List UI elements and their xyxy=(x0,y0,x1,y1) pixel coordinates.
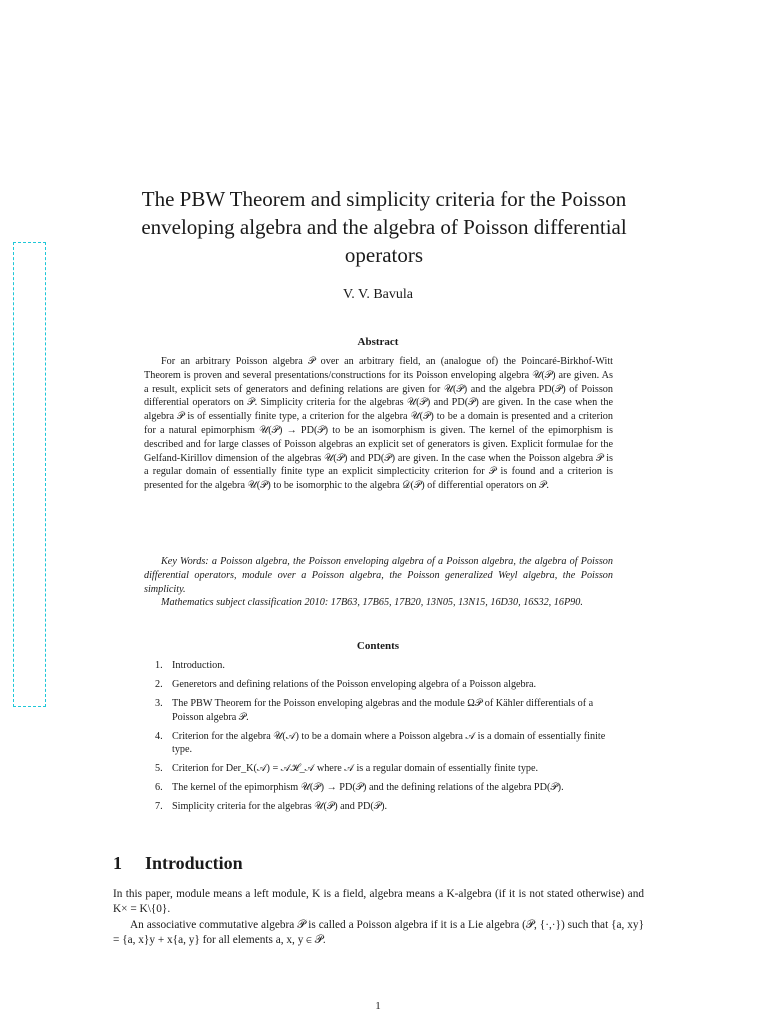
toc-number: 2. xyxy=(155,678,163,690)
msc-classification: Mathematics subject classification 2010: 17B63, 17B65, 17B20, 13N05, 13N15, 16D30, 16S32, 16P90. xyxy=(161,597,583,609)
paper-title: The PBW Theorem and simplicity criteria for the Poisson enveloping algebra and the algebra of Poisson differential operators xyxy=(141,187,627,267)
toc-text: Criterion for Der_K(𝒜) = 𝒜ℋ_𝒜 where 𝒜 is a regular domain of essentially finite type. xyxy=(172,763,539,775)
toc-text: Simplicity criteria for the algebras 𝒰(𝒫) and PD(𝒫). xyxy=(172,801,388,813)
toc-number: 7. xyxy=(155,801,163,813)
toc-number: 5. xyxy=(155,763,163,775)
toc-number: 6. xyxy=(155,782,163,794)
intro-paragraph: In this paper, module means a left module, K is a field, algebra means a K-algebra (if it is not stated otherwise) and K× = K\{0}. xyxy=(113,888,644,916)
table-of-contents xyxy=(155,659,613,819)
introduction-body xyxy=(113,887,644,949)
toc-item xyxy=(155,781,613,795)
toc-item xyxy=(155,800,613,814)
abstract-heading: Abstract xyxy=(357,336,399,348)
toc-item xyxy=(155,730,613,757)
arxiv-identifier-stamp xyxy=(13,242,46,707)
page-number: 1 xyxy=(375,1000,381,1012)
toc-text: Introduction. xyxy=(172,660,225,671)
toc-item xyxy=(155,697,613,724)
toc-text: The PBW Theorem for the Poisson enveloping algebras and the module Ω𝒫 of Kähler differentials of a Poisson algebra 𝒫. xyxy=(172,697,594,723)
toc-number: 3. xyxy=(155,697,163,709)
section-number: 1 xyxy=(113,853,122,873)
intro-paragraph: An associative commutative algebra 𝒫 is called a Poisson algebra if it is a Lie algebra (𝒫, {·,·}) such that {a, xy} = {a, x}y + x{a, y} for all elements a, x, y ∈ 𝒫. xyxy=(113,918,644,947)
abstract-text: For an arbitrary Poisson algebra 𝒫 over an arbitrary field, an (analogue of) the Poincaré-Birkhof-Witt Theorem is proven and several presentations/constructions for its Poisson enveloping algebra 𝒰(𝒫) are given. As a result, explicit sets of generators and defining relations are given for 𝒰(𝒫) and the algebra PD(𝒫) of Poisson differential operators on 𝒫. Simplicity criteria for the algebras 𝒰(𝒫) and PD(𝒫) are given. In the case when the algebra 𝒫 is of essentially finite type, a criterion for the algebra 𝒰(𝒫) to be a domain is presented and a criterion for a natural epimorphism 𝒰(𝒫) → PD(𝒫) to be an isomorphism is given. The kernel of the epimorphism is described and for large classes of Poisson algebras an explicit set of generators is given. Explicit formulae for the Gelfand-Kirillov dimension of the algebras 𝒰(𝒫) and PD(𝒫) are given. In the case when the Poisson algebra 𝒫 is a regular domain of essentially finite type an explicit simplecticity criterion for 𝒫 is found and a criterion is presented for the algebra 𝒰(𝒫) to be isomorphic to the algebra 𝒟(𝒫) of differential operators on 𝒫. xyxy=(144,356,613,492)
toc-number: 1. xyxy=(155,660,163,671)
toc-text: The kernel of the epimorphism 𝒰(𝒫) → PD(𝒫) and the defining relations of the algebra PD(𝒫). xyxy=(172,782,564,794)
author-name: V. V. Bavula xyxy=(342,287,413,302)
toc-item xyxy=(155,678,613,692)
contents-heading: Contents xyxy=(356,640,400,652)
toc-text: Criterion for the algebra 𝒰(𝒜) to be a domain where a Poisson algebra 𝒜 is a domain of essentially finite type. xyxy=(172,730,606,756)
toc-text: Generetors and defining relations of the Poisson enveloping algebra of a Poisson algebra. xyxy=(172,678,537,690)
keywords-text: Key Words: a Poisson algebra, the Poisson enveloping algebra of a Poisson algebra, the algebra of Poisson differential operators, module over a Poisson algebra, the Poisson generalized Weyl algebra, the Poisson simplicity. xyxy=(144,556,613,595)
toc-number: 4. xyxy=(155,730,163,742)
toc-item xyxy=(155,659,613,673)
toc-item xyxy=(155,762,613,776)
keywords-block xyxy=(144,555,613,610)
section-title: Introduction xyxy=(145,853,243,873)
section-heading xyxy=(113,853,243,874)
